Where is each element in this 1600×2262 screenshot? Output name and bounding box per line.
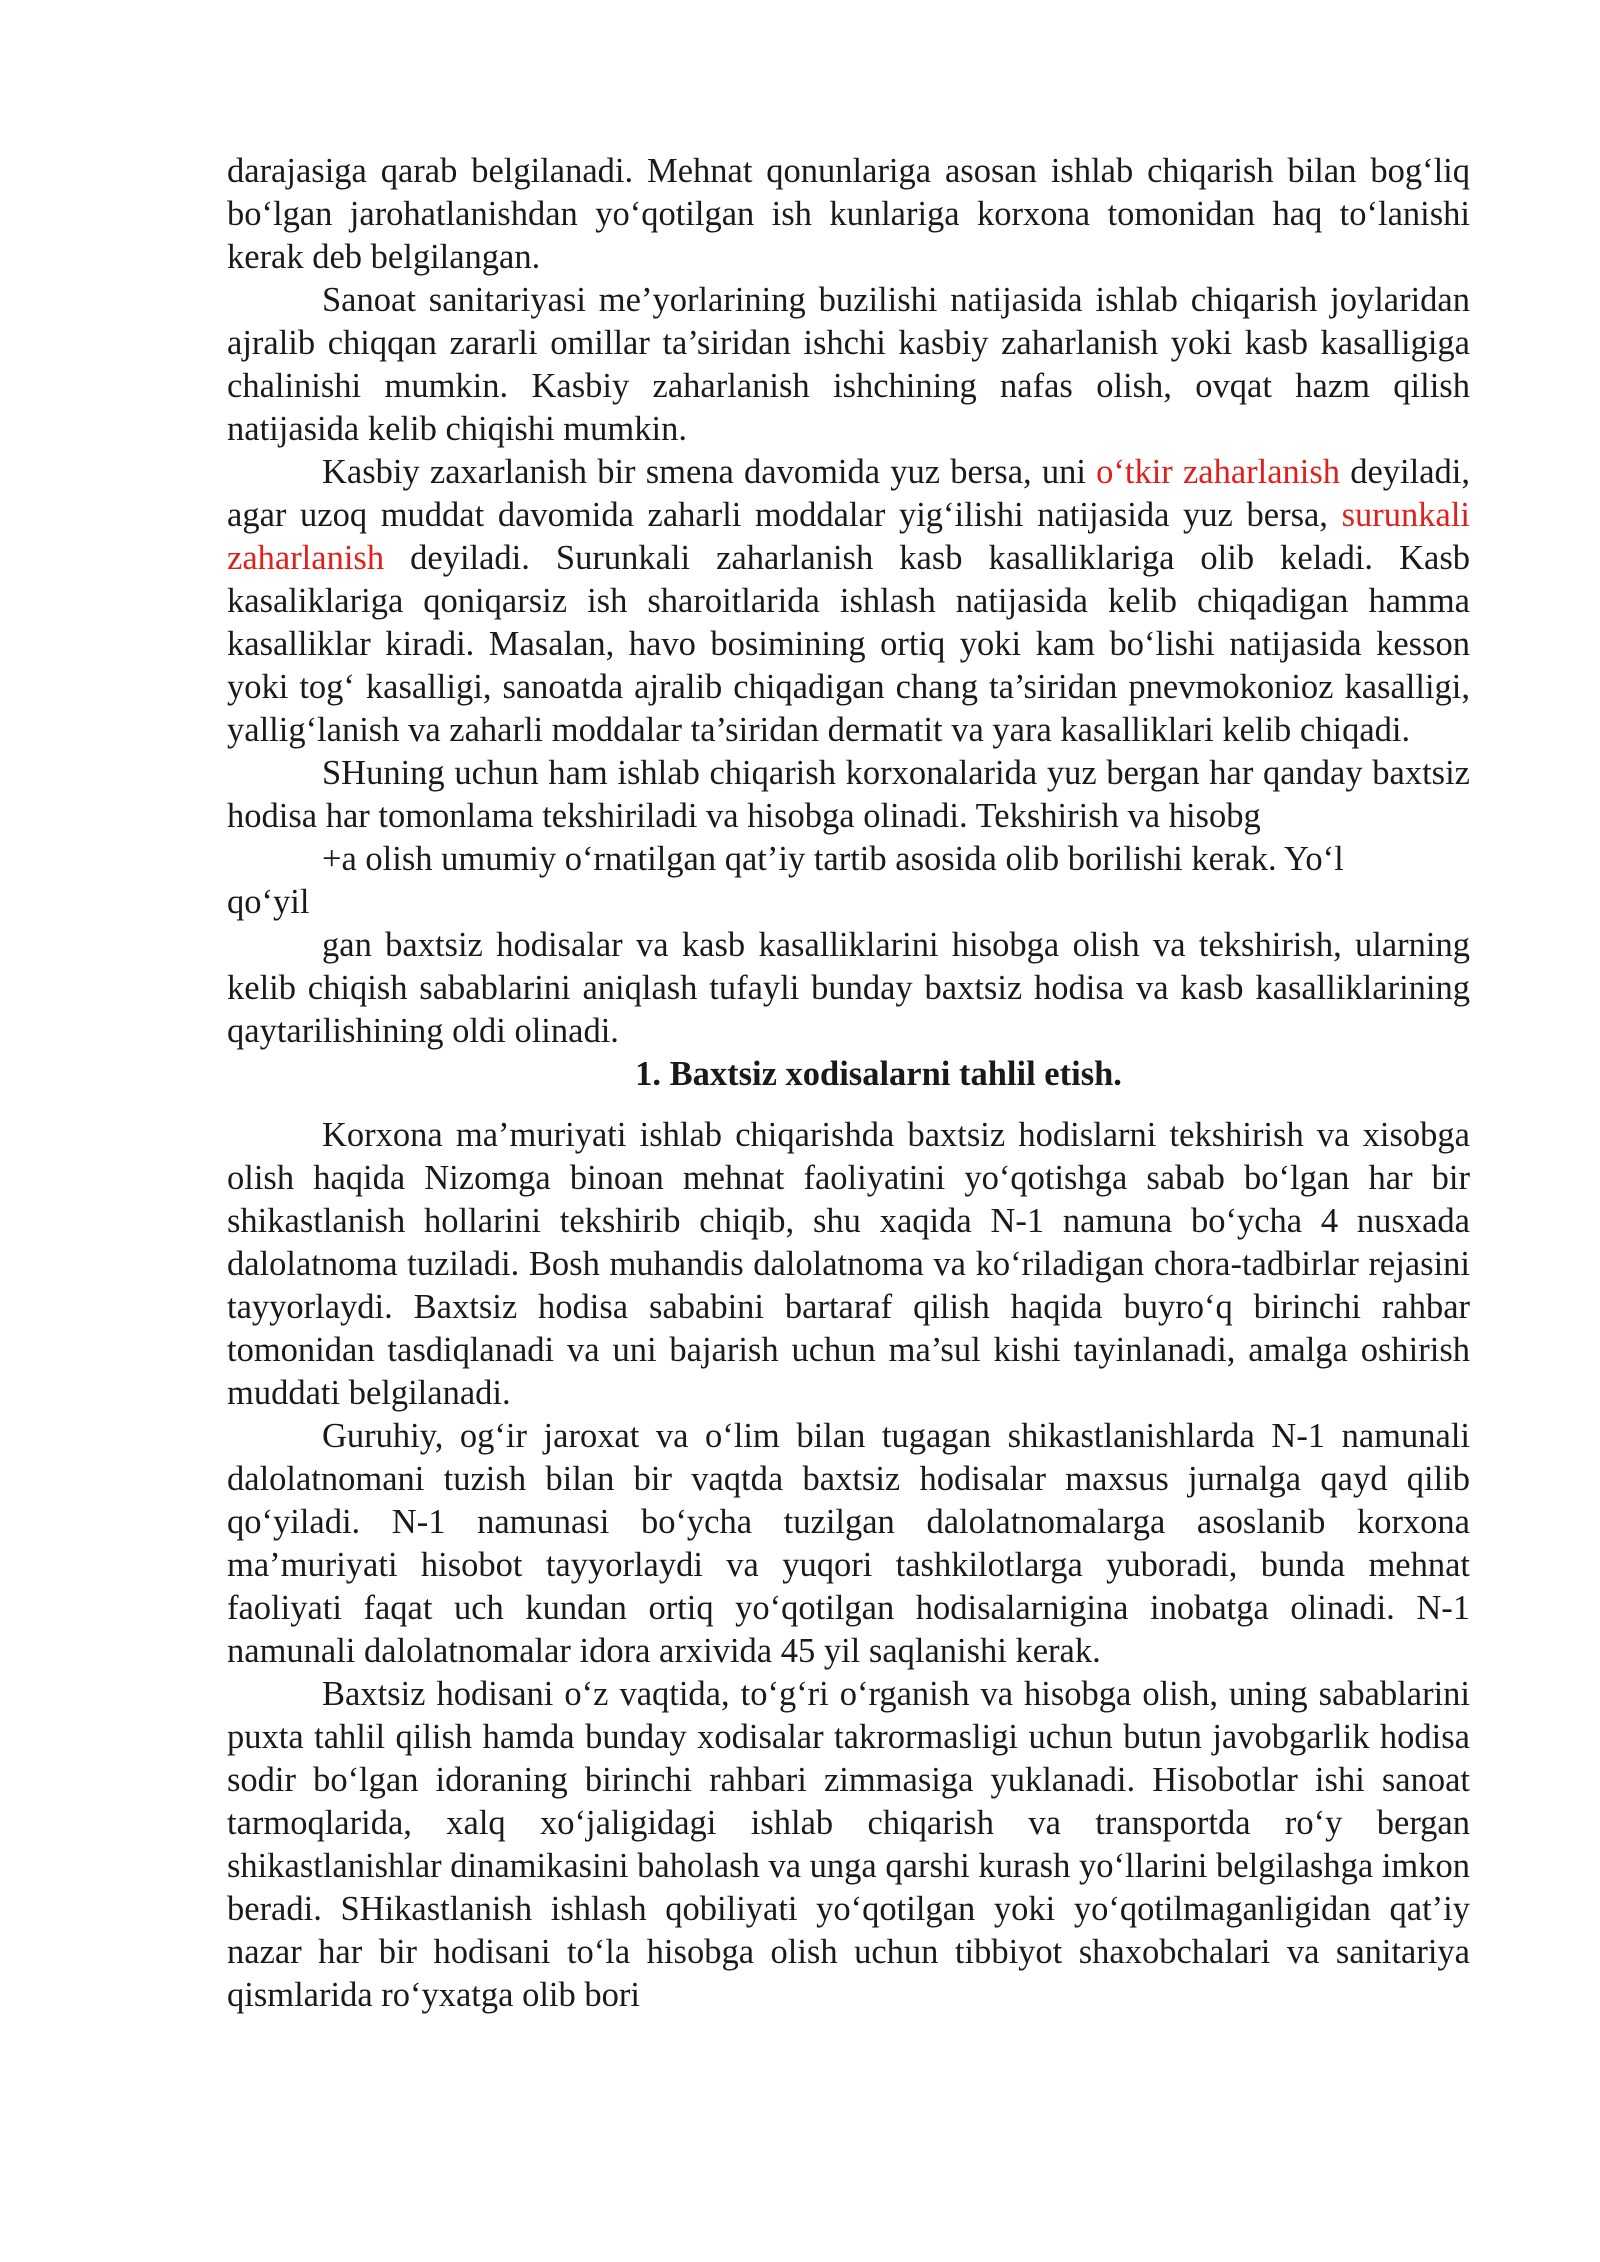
paragraph-3-text-c: deyiladi. Surunkali zaharlanish kasb kasalliklariga olib keladi. Kasb kasaliklariga qoniqarsiz ish sharoitlarida ishlash natijasida kelib chiqadigan hamma kasalliklar kiradi. Masalan, havo bosimining ortiq yoki kam bo‘lishi natijasida kesson yoki tog‘ kasalligi, sanoatda ajralib chiqadigan chang ta’siridan pnevmokonioz kasalligi, yallig‘lanish va zaharli moddalar ta’siridan dermatit va yara kasalliklari kelib chiqadi. xyxy=(227,539,1470,749)
paragraph-3-text-b: deyiladi, agar uzoq muddat davomida zaharli moddalar yig‘ilishi natijasida yuz bersa, xyxy=(227,453,1470,534)
term-acute-poisoning: o‘tkir zaharlanish xyxy=(1096,453,1341,491)
paragraph-3 xyxy=(227,451,1470,752)
document-page xyxy=(227,150,1470,2017)
paragraph-6: gan baxtsiz hodisalar va kasb kasalliklarini hisobga olish va tekshirish, ularning kelib chiqish sabablarini aniqlash tufayli bunday baxtsiz hodisa va kasb kasalliklarining qaytarilishining oldi olinadi. xyxy=(227,926,1470,1050)
paragraph-7: Korxona ma’muriyati ishlab chiqarishda baxtsiz hodislarni tekshirish va xisobga olish haqida Nizomga binoan mehnat faoliyatini yo‘qotishga sabab bo‘lgan har bir shikastlanish hollarini tekshirib chiqib, shu xaqida N-1 namuna bo‘ycha 4 nusxada dalolatnoma tuziladi. Bosh muhandis dalolatnoma va ko‘riladigan chora-tadbirlar rejasini tayyorlaydi. Baxtsiz hodisa sababini bartaraf qilish haqida buyro‘q birinchi rahbar tomonidan tasdiqlanadi va uni bajarish uchun ma’sul kishi tayinlanadi, amalga oshirish muddati belgilanadi. xyxy=(227,1116,1470,1412)
section-heading: 1. Baxtsiz xodisalarni tahlil etish. xyxy=(635,1055,1122,1093)
paragraph-5-tail: qo‘yil xyxy=(227,883,310,921)
paragraph-4: SHuning uchun ham ishlab chiqarish korxonalarida yuz bergan har qanday baxtsiz hodisa har tomonlama tekshiriladi va hisobga olinadi. Tekshirish va hisobg xyxy=(227,754,1470,835)
paragraph-3-text-a: Kasbiy zaxarlanish bir smena davomida yuz bersa, uni xyxy=(322,453,1097,491)
paragraph-9: Baxtsiz hodisani o‘z vaqtida, to‘g‘ri o‘rganish va hisobga olish, uning sabablarini puxta tahlil qilish hamda bunday xodisalar takrormasligi uchun butun javobgarlik hodisa sodir bo‘lgan idoraning birinchi rahbari zimmasiga yuklanadi. Hisobotlar ishi sanoat tarmoqlarida, xalq xo‘jaligidagi ishlab chiqarish va transportda ro‘y bergan shikastlanishlar dinamikasini baholash va unga qarshi kurash yo‘llarini belgilashga imkon beradi. SHikastlanish ishlash qobiliyati yo‘qotilgan yoki yo‘qotilmaganligidan qat’iy nazar har bir hodisani to‘la hisobga olish uchun tibbiyot shaxobchalari va sanitariya qismlarida ro‘yxatga olib bori xyxy=(227,1675,1470,2014)
term-chronic-poisoning: surunkali zaharlanish xyxy=(227,496,1470,577)
paragraph-8: Guruhiy, og‘ir jaroxat va o‘lim bilan tugagan shikastlanishlarda N-1 namunali dalolatnomani tuzish bilan bir vaqtda baxtsiz hodisalar maxsus jurnalga qayd qilib qo‘yiladi. N-1 namunasi bo‘ycha tuzilgan dalolatnomalarga asoslanib korxona ma’muriyati hisobot tayyorlaydi va yuqori tashkilotlarga yuboradi, bunda mehnat faoliyati faqat uch kundan ortiq yo‘qotilgan hodisalarnigina inobatga olinadi. N-1 namunali dalolatnomalar idora arxivida 45 yil saqlanishi kerak. xyxy=(227,1417,1470,1670)
paragraph-5: +a olish umumiy o‘rnatilgan qat’iy tartib asosida olib borilishi kerak. Yo‘l xyxy=(322,840,1344,878)
paragraph-1: darajasiga qarab belgilanadi. Mehnat qonunlariga asosan ishlab chiqarish bilan bog‘liq bo‘lgan jarohatlanishdan yo‘qotilgan ish kunlariga korxona tomonidan haq to‘lanishi kerak deb belgilangan. xyxy=(227,152,1470,276)
paragraph-2: Sanoat sanitariyasi me’yorlarining buzilishi natijasida ishlab chiqarish joylaridan ajralib chiqqan zararli omillar ta’siridan ishchi kasbiy zaharlanish yoki kasb kasalligiga chalinishi mumkin. Kasbiy zaharlanish ishchining nafas olish, ovqat hazm qilish natijasida kelib chiqishi mumkin. xyxy=(227,281,1470,448)
